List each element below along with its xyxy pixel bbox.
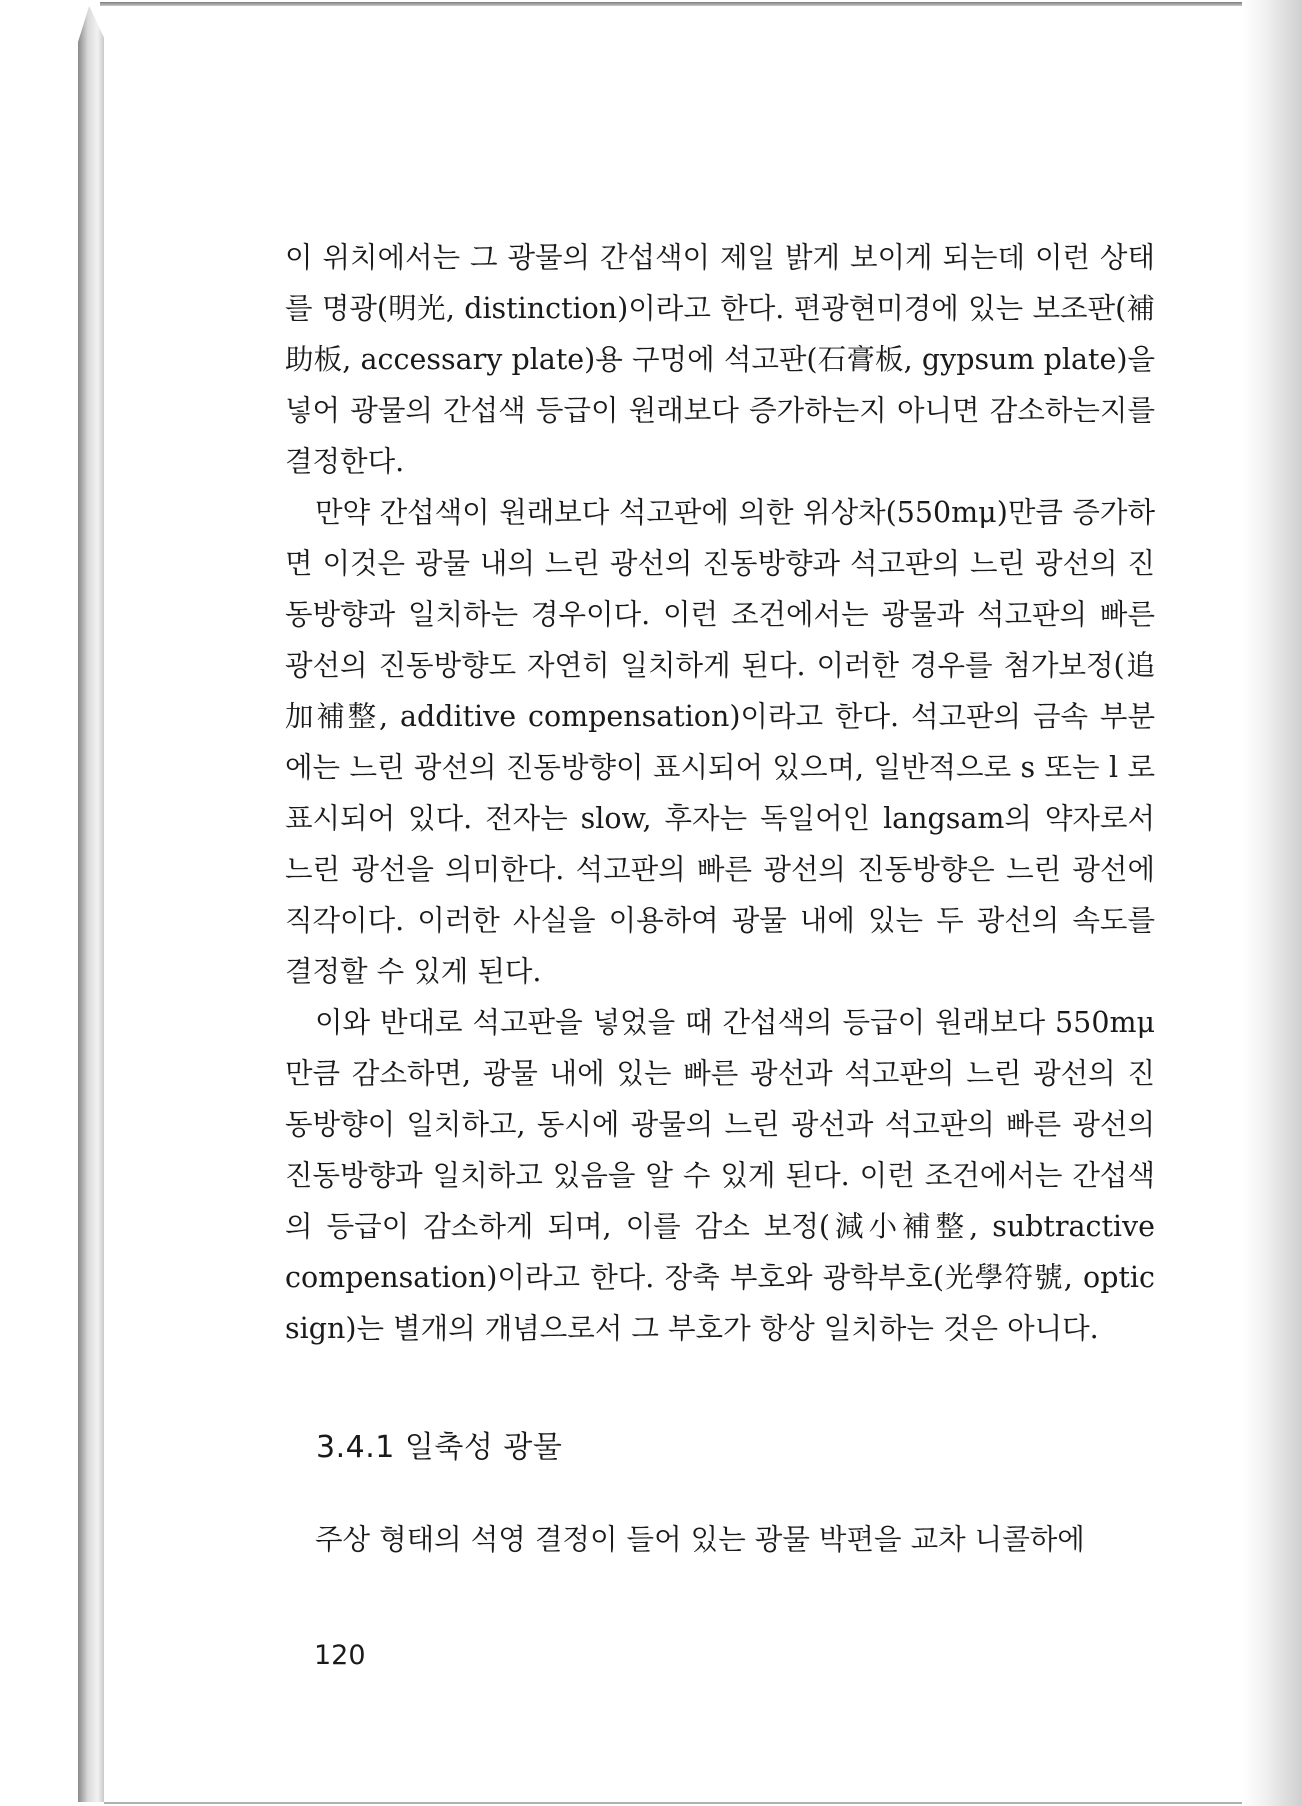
book-spine [78,6,106,1802]
paragraph-3: 이와 반대로 석고판을 넣었을 때 간섭색의 등급이 원래보다 550mμ만큼 감소하면, 광물 내에 있는 빠른 광선과 석고판의 느린 광선의 진동방향이 일치하고, 동시에 광물의 느린 광선과 석고판의 빠른 광선의 진동방향과 일치하고 있음을 알 수 있게 된다. 이런 조건에서는 간섭색의 등급이 감소하게 되며, 이를 감소 보정(減小補整, subtractive compensation)이라고 한다. 장축 부호와 광학부호(光學符號, optic sign)는 별개의 개념으로서 그 부호가 항상 일치하는 것은 아니다. [285,1006,1155,1345]
page-number: 120 [314,1640,366,1671]
section-heading: 3.4.1 일축성 광물 [316,1430,563,1465]
paragraph-4: 주상 형태의 석영 결정이 들어 있는 광물 박편을 교차 니콜하에 [315,1523,1085,1556]
paragraph-2: 만약 간섭색이 원래보다 석고판에 의한 위상차(550mμ)만큼 증가하면 이것은 광물 내의 느린 광선의 진동방향과 석고판의 느린 광선의 진동방향과 일치하는 경우이다. 이런 조건에서는 광물과 석고판의 빠른 광선의 진동방향도 자연히 일치하게 된다. 이러한 경우를 첨가보정(追加補整, additive compensation)이라고 한다. 석고판의 금속 부분에는 느린 광선의 진동방향이 표시되어 있으며, 일반적으로 s 또는 l 로 표시되어 있다. 전자는 slow, 후자는 독일어인 langsam의 약자로서 느린 광선을 의미한다. 석고판의 빠른 광선의 진동방향은 느린 광선에 직각이다. 이러한 사실을 이용하여 광물 내에 있는 두 광선의 속도를 결정할 수 있게 된다. [285,496,1155,988]
page-right-shadow [1242,0,1302,1806]
paragraph-1: 이 위치에서는 그 광물의 간섭색이 제일 밝게 보이게 되는데 이런 상태를 명광(明光, distinction)이라고 한다. 편광현미경에 있는 보조판(補助板, accessary plate)용 구멍에 석고판(石膏板, gypsum plate)을 넣어 광물의 간섭색 등급이 원래보다 증가하는지 아니면 감소하는지를 결정한다. [285,241,1155,478]
body-text [285,232,1155,1354]
